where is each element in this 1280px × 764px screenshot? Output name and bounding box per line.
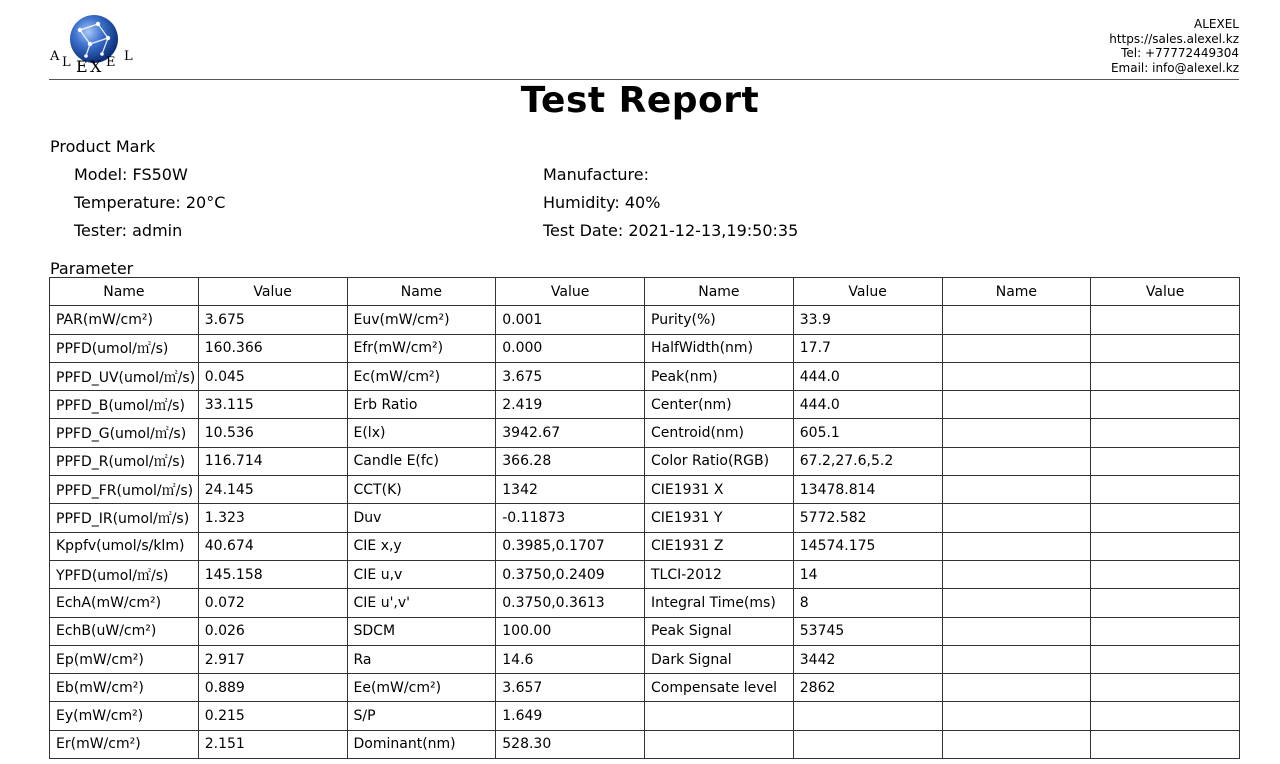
svg-text:L: L: [62, 55, 71, 70]
param-value-cell: 100.00: [496, 617, 645, 645]
param-name-cell: [942, 617, 1091, 645]
param-value-cell: [1091, 702, 1240, 730]
param-name-cell: Color Ratio(RGB): [645, 447, 794, 475]
parameter-table: [49, 277, 1240, 759]
param-name-cell: CIE u,v: [347, 560, 496, 588]
param-value-cell: 3.675: [198, 306, 347, 334]
param-name-cell: [942, 504, 1091, 532]
param-value-cell: 528.30: [496, 730, 645, 758]
phone-text: Tel: +77772449304: [1121, 46, 1239, 60]
param-value-cell: 14: [793, 560, 942, 588]
param-name-cell: EchB(uW/cm²): [50, 617, 199, 645]
param-value-cell: 67.2,27.6,5.2: [793, 447, 942, 475]
column-header: Value: [1091, 278, 1240, 306]
table-row: [50, 645, 1240, 673]
param-name-cell: Ey(mW/cm²): [50, 702, 199, 730]
param-value-cell: 3.657: [496, 674, 645, 702]
param-value-cell: 3442: [793, 645, 942, 673]
temperature-field: Temperature: 20°C: [74, 193, 226, 212]
param-value-cell: 33.9: [793, 306, 942, 334]
column-header: Name: [942, 278, 1091, 306]
param-name-cell: [942, 306, 1091, 334]
param-name-cell: Ra: [347, 645, 496, 673]
website-link[interactable]: https://sales.alexel.kz: [1109, 31, 1239, 46]
param-value-cell: 0.3985,0.1707: [496, 532, 645, 560]
param-name-cell: Euv(mW/cm²): [347, 306, 496, 334]
param-value-cell: 3942.67: [496, 419, 645, 447]
column-header: Value: [793, 278, 942, 306]
column-header: Value: [496, 278, 645, 306]
param-value-cell: 0.072: [198, 589, 347, 617]
table-row: [50, 447, 1240, 475]
param-value-cell: 0.889: [198, 674, 347, 702]
param-value-cell: 145.158: [198, 560, 347, 588]
param-name-cell: [942, 419, 1091, 447]
param-name-cell: [942, 589, 1091, 617]
column-header: Name: [645, 278, 794, 306]
param-value-cell: 0.045: [198, 362, 347, 390]
contact-block: [1109, 17, 1239, 75]
param-name-cell: [942, 334, 1091, 362]
param-value-cell: [1091, 532, 1240, 560]
param-value-cell: 0.000: [496, 334, 645, 362]
param-value-cell: 366.28: [496, 447, 645, 475]
table-body: [50, 306, 1240, 759]
param-value-cell: 2.419: [496, 391, 645, 419]
param-value-cell: -0.11873: [496, 504, 645, 532]
param-name-cell: PPFD_UV(umol/㎡/s): [50, 362, 199, 390]
param-value-cell: 116.714: [198, 447, 347, 475]
param-name-cell: TLCI-2012: [645, 560, 794, 588]
param-name-cell: HalfWidth(nm): [645, 334, 794, 362]
param-value-cell: 605.1: [793, 419, 942, 447]
table-row: [50, 504, 1240, 532]
param-name-cell: PPFD_G(umol/㎡/s): [50, 419, 199, 447]
param-value-cell: 0.3750,0.2409: [496, 560, 645, 588]
param-value-cell: 0.001: [496, 306, 645, 334]
param-name-cell: Candle E(fc): [347, 447, 496, 475]
globe-logo-icon: [46, 14, 142, 78]
svg-text:E: E: [106, 55, 116, 70]
param-name-cell: [942, 391, 1091, 419]
humidity-field: Humidity: 40%: [543, 193, 661, 212]
param-value-cell: 1.649: [496, 702, 645, 730]
param-value-cell: [793, 730, 942, 758]
table-row: [50, 532, 1240, 560]
param-name-cell: CIE1931 Y: [645, 504, 794, 532]
param-value-cell: [1091, 617, 1240, 645]
email-text: Email: info@alexel.kz: [1110, 60, 1239, 75]
column-header: Value: [198, 278, 347, 306]
param-value-cell: [1091, 391, 1240, 419]
param-value-cell: 24.145: [198, 476, 347, 504]
param-value-cell: 10.536: [198, 419, 347, 447]
param-name-cell: [645, 702, 794, 730]
svg-text:X: X: [90, 57, 102, 76]
param-name-cell: [942, 674, 1091, 702]
param-name-cell: Er(mW/cm²): [50, 730, 199, 758]
param-name-cell: Erb Ratio: [347, 391, 496, 419]
tester-field: Tester: admin: [74, 221, 183, 240]
param-name-cell: S/P: [347, 702, 496, 730]
param-name-cell: CIE x,y: [347, 532, 496, 560]
param-name-cell: CCT(K): [347, 476, 496, 504]
param-value-cell: 0.026: [198, 617, 347, 645]
param-value-cell: [1091, 674, 1240, 702]
table-row: [50, 334, 1240, 362]
table-row: [50, 306, 1240, 334]
column-header: Name: [347, 278, 496, 306]
param-name-cell: [942, 447, 1091, 475]
param-name-cell: Dark Signal: [645, 645, 794, 673]
param-name-cell: Duv: [347, 504, 496, 532]
param-value-cell: 8: [793, 589, 942, 617]
param-value-cell: [1091, 362, 1240, 390]
param-name-cell: SDCM: [347, 617, 496, 645]
param-name-cell: PPFD_FR(umol/㎡/s): [50, 476, 199, 504]
param-name-cell: [942, 362, 1091, 390]
param-value-cell: 3.675: [496, 362, 645, 390]
param-name-cell: EchA(mW/cm²): [50, 589, 199, 617]
company-name: ALEXEL: [1194, 17, 1239, 31]
param-name-cell: Ep(mW/cm²): [50, 645, 199, 673]
param-name-cell: CIE u',v': [347, 589, 496, 617]
table-row: [50, 419, 1240, 447]
param-name-cell: Kppfv(umol/s/klm): [50, 532, 199, 560]
table-row: [50, 589, 1240, 617]
param-value-cell: [1091, 560, 1240, 588]
parameter-heading: Parameter: [50, 259, 134, 278]
param-name-cell: PPFD(umol/㎡/s): [50, 334, 199, 362]
param-name-cell: Efr(mW/cm²): [347, 334, 496, 362]
param-value-cell: [1091, 334, 1240, 362]
param-value-cell: 0.215: [198, 702, 347, 730]
table-row: [50, 730, 1240, 758]
param-value-cell: [1091, 645, 1240, 673]
param-value-cell: [1091, 730, 1240, 758]
table-row: [50, 476, 1240, 504]
table-row: [50, 362, 1240, 390]
page-title: Test Report: [520, 80, 760, 121]
param-name-cell: Peak Signal: [645, 617, 794, 645]
param-name-cell: Dominant(nm): [347, 730, 496, 758]
column-header: Name: [50, 278, 199, 306]
test-date-field: Test Date: 2021-12-13,19:50:35: [543, 221, 799, 240]
table-row: [50, 617, 1240, 645]
param-name-cell: YPFD(umol/㎡/s): [50, 560, 199, 588]
param-name-cell: [942, 476, 1091, 504]
param-name-cell: PPFD_R(umol/㎡/s): [50, 447, 199, 475]
param-value-cell: 444.0: [793, 362, 942, 390]
table-row: [50, 674, 1240, 702]
param-value-cell: 2.917: [198, 645, 347, 673]
table-header-row: [50, 278, 1240, 306]
param-value-cell: 14.6: [496, 645, 645, 673]
param-value-cell: 2862: [793, 674, 942, 702]
param-value-cell: 2.151: [198, 730, 347, 758]
param-name-cell: Purity(%): [645, 306, 794, 334]
param-name-cell: Peak(nm): [645, 362, 794, 390]
param-value-cell: 53745: [793, 617, 942, 645]
manufacture-field: Manufacture:: [543, 165, 649, 184]
param-value-cell: 13478.814: [793, 476, 942, 504]
param-value-cell: [1091, 589, 1240, 617]
param-name-cell: Eb(mW/cm²): [50, 674, 199, 702]
param-value-cell: 1.323: [198, 504, 347, 532]
param-name-cell: CIE1931 Z: [645, 532, 794, 560]
param-name-cell: CIE1931 X: [645, 476, 794, 504]
param-name-cell: [942, 560, 1091, 588]
param-value-cell: 40.674: [198, 532, 347, 560]
param-name-cell: Ec(mW/cm²): [347, 362, 496, 390]
svg-text:E: E: [76, 57, 88, 76]
param-name-cell: E(lx): [347, 419, 496, 447]
param-value-cell: [793, 702, 942, 730]
param-name-cell: Integral Time(ms): [645, 589, 794, 617]
company-logo: [46, 14, 142, 78]
param-name-cell: Compensate level: [645, 674, 794, 702]
table-row: [50, 391, 1240, 419]
param-name-cell: PPFD_B(umol/㎡/s): [50, 391, 199, 419]
param-value-cell: 0.3750,0.3613: [496, 589, 645, 617]
svg-text:L: L: [124, 49, 133, 64]
table-row: [50, 702, 1240, 730]
param-value-cell: 5772.582: [793, 504, 942, 532]
param-value-cell: 160.366: [198, 334, 347, 362]
param-value-cell: [1091, 306, 1240, 334]
param-value-cell: 17.7: [793, 334, 942, 362]
param-value-cell: 33.115: [198, 391, 347, 419]
param-value-cell: [1091, 447, 1240, 475]
param-value-cell: [1091, 504, 1240, 532]
param-name-cell: [942, 702, 1091, 730]
table-row: [50, 560, 1240, 588]
param-name-cell: [942, 730, 1091, 758]
param-name-cell: PAR(mW/cm²): [50, 306, 199, 334]
param-value-cell: [1091, 419, 1240, 447]
param-name-cell: PPFD_IR(umol/㎡/s): [50, 504, 199, 532]
param-value-cell: [1091, 476, 1240, 504]
param-name-cell: [645, 730, 794, 758]
param-value-cell: 444.0: [793, 391, 942, 419]
param-name-cell: [942, 532, 1091, 560]
param-name-cell: [942, 645, 1091, 673]
product-mark-heading: Product Mark: [50, 137, 156, 156]
model-field: Model: FS50W: [74, 165, 188, 184]
param-value-cell: 1342: [496, 476, 645, 504]
param-name-cell: Center(nm): [645, 391, 794, 419]
param-value-cell: 14574.175: [793, 532, 942, 560]
svg-text:A: A: [50, 49, 60, 64]
param-name-cell: Ee(mW/cm²): [347, 674, 496, 702]
param-name-cell: Centroid(nm): [645, 419, 794, 447]
